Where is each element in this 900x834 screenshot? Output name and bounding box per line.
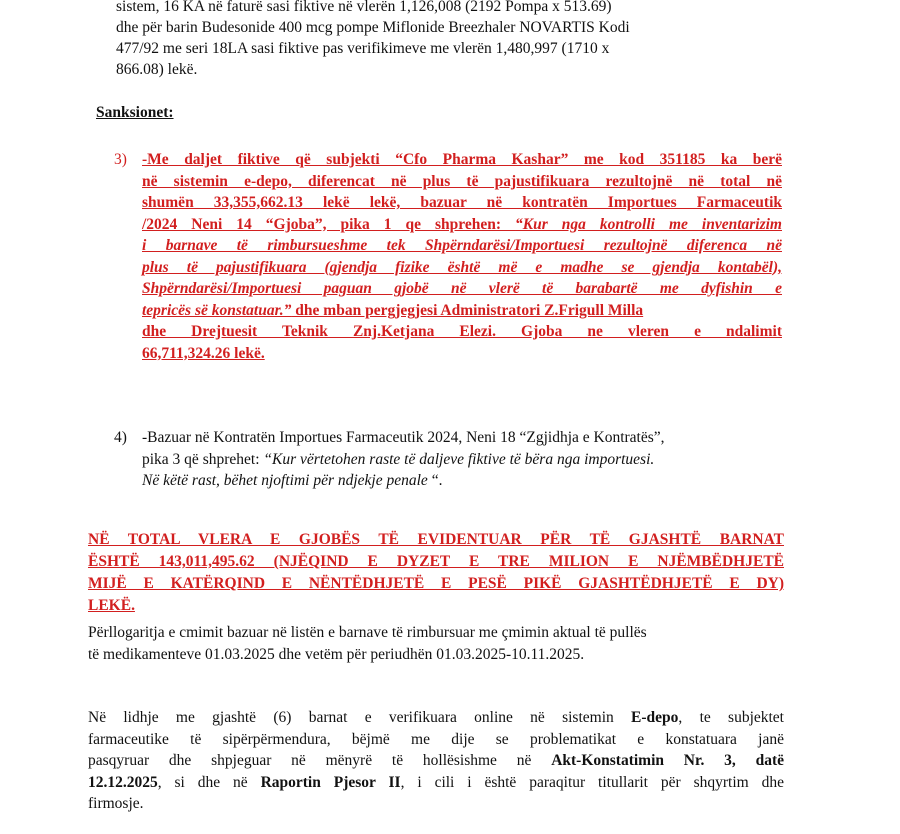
text-line: në sistemin e-depo, diferencat në plus të pajustifikuara rezultojnë në total në bbox=[142, 172, 782, 190]
text-normal: pika 3 që shprehet: bbox=[142, 450, 264, 468]
text-line bbox=[142, 214, 782, 236]
text-line: -Bazuar në Kontratën Importues Farmaceutik 2024, Neni 18 “Zgjidhja e Kontratës”, bbox=[142, 429, 665, 446]
calculation-note bbox=[88, 622, 784, 665]
text-line: i barnave të rimbursueshme tek Shpërndarësi/Importuesi rezultojnë diferenca në bbox=[142, 237, 782, 254]
final-paragraph bbox=[88, 707, 784, 815]
text-bold: E-depo bbox=[631, 709, 679, 726]
text-line bbox=[88, 707, 784, 729]
text-quote: Në këtë rast, bëhet njoftimi për ndjekje penale bbox=[142, 472, 428, 489]
text-normal: dhe mban pergjegjesi Administratori Z.Frigull Milla bbox=[291, 301, 644, 319]
text-line bbox=[88, 750, 784, 772]
item-number: 4) bbox=[114, 429, 127, 446]
text-bold: Akt-Konstatimin Nr. 3, datë bbox=[551, 752, 784, 769]
text-normal: , i cili i është paraqitur titullarit për shqyrtim dhe bbox=[400, 773, 784, 791]
top-paragraph bbox=[116, 0, 788, 80]
text-line bbox=[142, 300, 782, 322]
item-body bbox=[142, 427, 782, 492]
text-line: shumën 33,355,662.13 lekë lekë, bazuar në kontratën Importues Farmaceutik bbox=[142, 194, 782, 211]
text-line: dhe Drejtuesit Teknik Znj.Ketjana Elezi. Gjoba ne vleren e ndalimit bbox=[142, 323, 782, 340]
text-normal: pasqyruar dhe shpjeguar në mënyrë të hollësishme në bbox=[88, 752, 552, 769]
text-line: Përllogaritja e cmimit bazuar në listën e barnave të rimbursuar me çmimin aktual të pullës bbox=[88, 624, 647, 641]
text-line: MIJË E KATËRQIND E NËNTËDHJETË E PESË PIKË GJASHTËDHJETË E DY) bbox=[88, 575, 784, 592]
text-line: farmaceutike të sipërpërmendura, bëjmë me dije se problematikat e konstatuara janë bbox=[88, 730, 784, 748]
text-line: të medikamenteve 01.03.2025 dhe vetëm për periudhën 01.03.2025-10.11.2025. bbox=[88, 645, 585, 663]
text-line: LEKË. bbox=[88, 597, 135, 614]
text-bold: 12.12.2025 bbox=[88, 773, 158, 791]
text-quote: “Kur vërtetohen raste të daljeve fiktive të bëra nga importuesi. bbox=[263, 450, 655, 468]
text-bold: Raportin Pjesor II bbox=[260, 773, 401, 791]
item-body bbox=[142, 149, 782, 364]
text-quote: “Kur nga kontrolli me inventarizim bbox=[515, 215, 782, 233]
text-line: firmosje. bbox=[88, 795, 144, 812]
text-line: dhe për barin Budesonide 400 mcg pompe Miflonide Breezhaler NOVARTIS Kodi bbox=[116, 19, 630, 36]
text-line: 477/92 me seri 18LA sasi fiktive pas verifikimeve me vlerën 1,480,997 (1710 x bbox=[116, 40, 610, 57]
text-line: plus të pajustifikuara (gjendja fizike është më e madhe se gjendja kontabël), bbox=[142, 258, 782, 276]
text-line bbox=[142, 470, 782, 492]
text-line: -Me daljet fiktive që subjekti “Cfo Pharma Kashar” me kod 351185 ka berë bbox=[142, 151, 782, 168]
text-quote: tepricës së konstatuar.” bbox=[142, 301, 292, 319]
text-line bbox=[88, 772, 784, 794]
text-normal: /2024 Neni 14 “Gjoba”, pika 1 qe shprehen: bbox=[142, 215, 516, 233]
text-line: ËSHTË 143,011,495.62 (NJËQIND E DYZET E TRE MILION E NJËMBËDHJETË bbox=[88, 553, 784, 570]
text-line: sistem, 16 KA në faturë sasi fiktive në vlerën 1,126,008 (2192 Pompa x 513.69) bbox=[116, 0, 612, 15]
text-normal: “. bbox=[427, 472, 443, 489]
text-line bbox=[142, 449, 782, 471]
text-line: NË TOTAL VLERA E GJOBËS TË EVIDENTUAR PËR TË GJASHTË BARNAT bbox=[88, 531, 784, 548]
sanksionet-heading: Sanksionet: bbox=[96, 104, 174, 121]
item-number: 3) bbox=[114, 151, 127, 168]
text-normal: , si dhe në bbox=[157, 773, 261, 791]
text-line: 866.08) lekë. bbox=[116, 61, 198, 78]
text-normal: , te subjektet bbox=[678, 709, 784, 726]
text-line: Shpërndarësi/Importuesi paguan gjobë në vlerë të barabartë me dyfishin e bbox=[142, 280, 782, 297]
total-fine-statement bbox=[88, 529, 784, 617]
text-line: 66,711,324.26 lekë. bbox=[142, 344, 265, 362]
text-normal: Në lidhje me gjashtë (6) barnat e verifikuara online në sistemin bbox=[88, 709, 632, 726]
